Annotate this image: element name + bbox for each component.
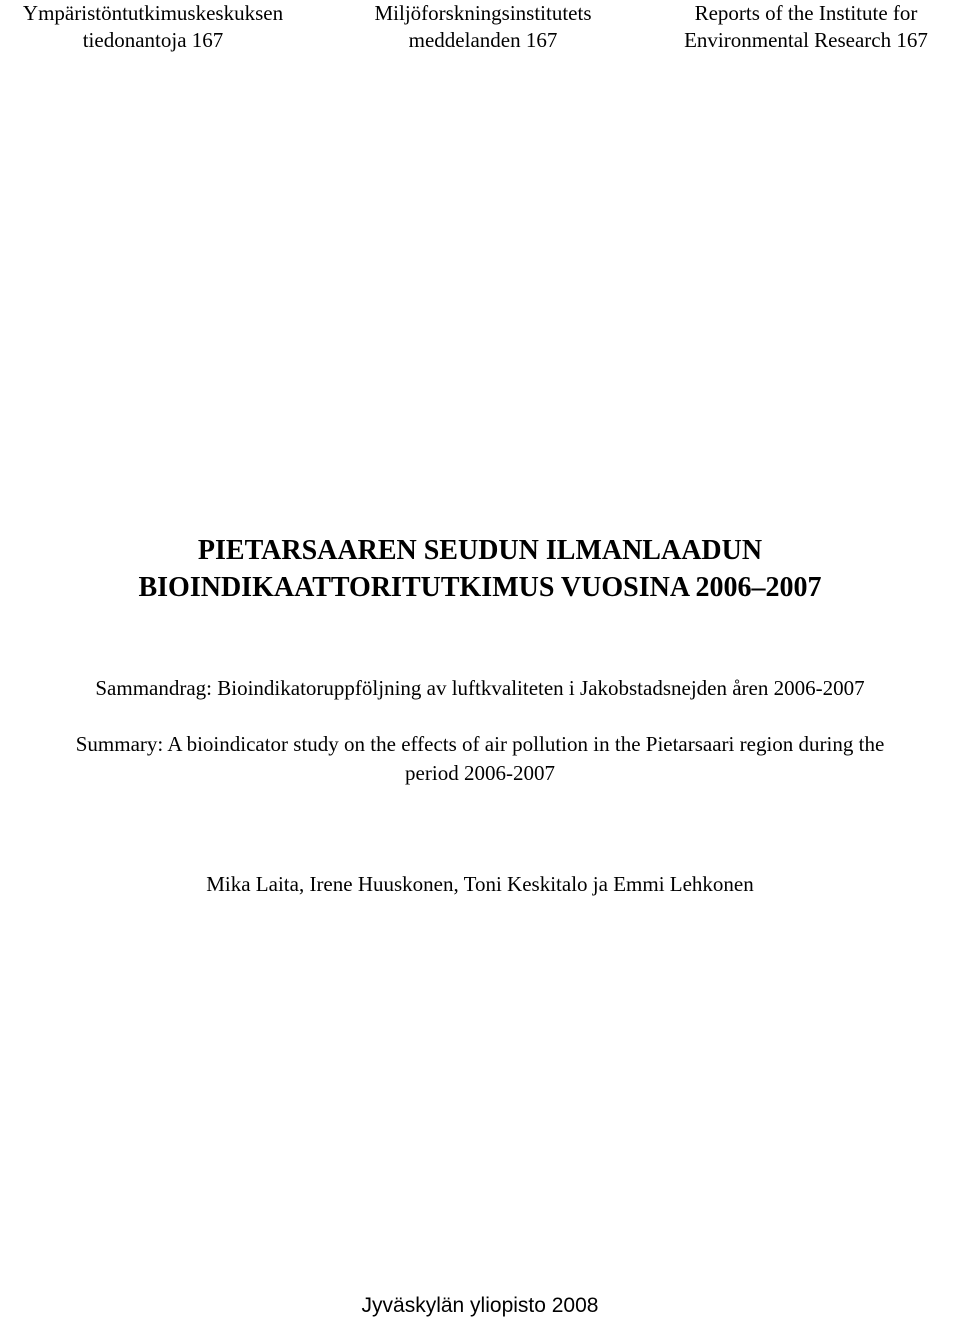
series-name-english <box>652 0 960 54</box>
series-name-swedish <box>336 0 630 54</box>
series-sv-line-2: meddelanden 167 <box>408 28 558 52</box>
series-fi-line-1: Ympäristöntutkimuskeskuksen <box>22 1 284 25</box>
series-sv-line-1: Miljöforskningsinstitutets <box>374 1 592 25</box>
swedish-summary-line: Sammandrag: Bioindikatoruppföljning av luftkvaliteten i Jakobstadsnejden åren 2006-2007 <box>95 676 865 700</box>
authors: Mika Laita, Irene Huuskonen, Toni Keskitalo ja Emmi Lehkonen <box>206 872 754 896</box>
series-en-line-2: Environmental Research 167 <box>684 28 928 52</box>
report-title <box>0 532 960 606</box>
english-summary-line-2: period 2006-2007 <box>405 761 555 785</box>
english-summary-line-1: Summary: A bioindicator study on the effects of air pollution in the Pietarsaari region during the <box>75 732 885 756</box>
series-name-finnish <box>0 0 306 54</box>
english-summary-title <box>0 730 960 788</box>
swedish-summary-title <box>0 674 960 703</box>
publisher-and-year: Jyväskylän yliopisto 2008 <box>361 1294 599 1317</box>
report-title-line-2: BIOINDIKAATTORITUTKIMUS VUOSINA 2006–2007 <box>138 572 822 603</box>
series-en-line-1: Reports of the Institute for <box>694 1 918 25</box>
series-fi-line-2: tiedonantoja 167 <box>82 28 224 52</box>
report-title-line-1: PIETARSAAREN SEUDUN ILMANLAADUN <box>197 535 763 566</box>
